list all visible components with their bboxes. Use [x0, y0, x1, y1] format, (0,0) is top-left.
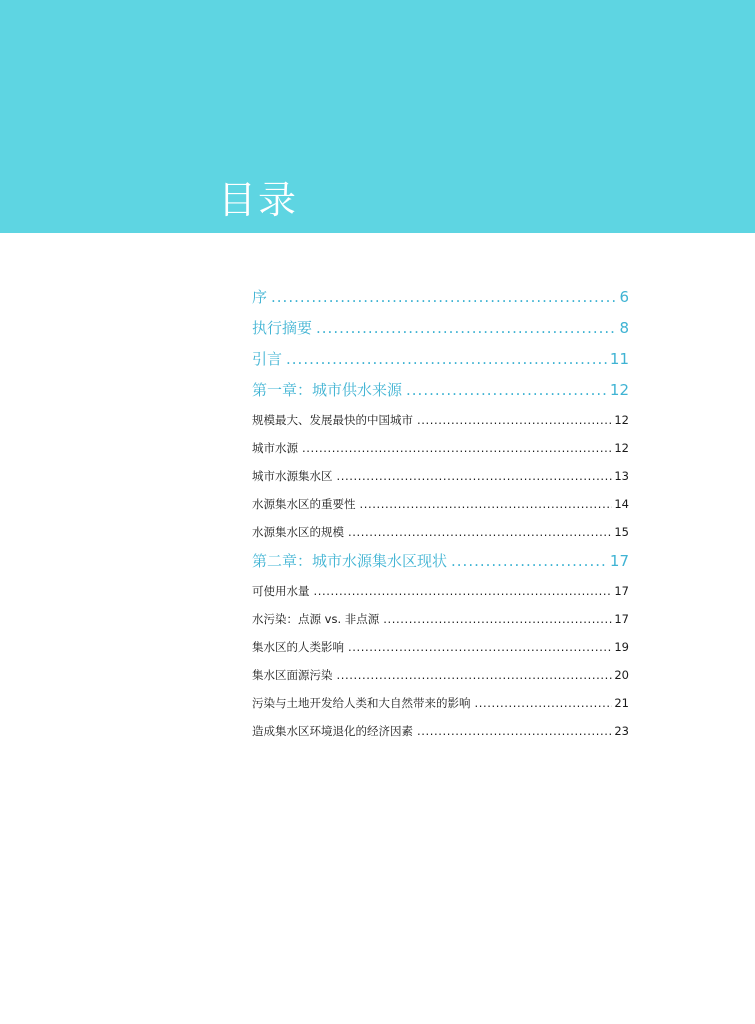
toc-entry-label: 水源集水区的重要性 [252, 497, 356, 511]
toc-entry-label: 第二章：城市水源集水区现状 [252, 552, 448, 570]
toc-dot-leader [348, 518, 612, 546]
toc-entry-label: 可使用水量 [252, 584, 310, 598]
toc-dot-leader [348, 633, 612, 661]
toc-entry-section[interactable] [252, 717, 629, 745]
toc-entry-label: 污染与土地开发给人类和大自然带来的影响 [252, 696, 471, 710]
toc-entry-label: 序 [252, 288, 268, 306]
toc-entry-page: 19 [614, 640, 629, 654]
toc-entry-section[interactable] [252, 577, 629, 605]
toc-entry-page: 17 [609, 552, 629, 570]
toc-entry-label: 造成集水区环境退化的经济因素 [252, 724, 413, 738]
header-band [0, 0, 755, 233]
toc-dot-leader [475, 689, 613, 717]
toc-entry-section[interactable] [252, 518, 629, 546]
toc-dot-leader [314, 577, 613, 605]
toc-entry-label: 城市水源集水区 [252, 469, 333, 483]
toc-entry-section[interactable] [252, 490, 629, 518]
toc-dot-leader [383, 605, 612, 633]
toc-entry-label: 城市水源 [252, 441, 298, 455]
toc-dot-leader [337, 661, 613, 689]
toc-entry-page: 6 [619, 288, 629, 306]
toc-entry-page: 20 [614, 668, 629, 682]
toc-entry-page: 23 [614, 724, 629, 738]
toc-entry-label: 水污染：点源 vs. 非点源 [252, 612, 380, 626]
toc-dot-leader [360, 490, 613, 518]
toc-entry-label: 集水区的人类影响 [252, 640, 344, 654]
toc-entry-page: 12 [609, 381, 629, 399]
toc-entry-section[interactable] [252, 462, 629, 490]
toc-entry-section[interactable] [252, 605, 629, 633]
toc-entry-executive-summary[interactable] [252, 313, 629, 344]
page-title: 目录 [218, 178, 299, 222]
toc-entry-label: 水源集水区的规模 [252, 525, 344, 539]
toc-dot-leader [417, 717, 612, 745]
toc-entry-section[interactable] [252, 434, 629, 462]
toc-entry-section[interactable] [252, 633, 629, 661]
toc-dot-leader [316, 313, 617, 344]
toc-entry-page: 15 [614, 525, 629, 539]
toc-entry-label: 规模最大、发展最快的中国城市 [252, 413, 413, 427]
toc-entry-page: 17 [614, 612, 629, 626]
toc-entry-page: 21 [614, 696, 629, 710]
toc-entry-chapter-2[interactable] [252, 546, 629, 577]
toc-dot-leader [286, 344, 608, 375]
table-of-contents [252, 282, 629, 745]
toc-dot-leader [302, 434, 612, 462]
toc-entry-preface[interactable] [252, 282, 629, 313]
toc-dot-leader [337, 462, 613, 490]
toc-entry-section[interactable] [252, 406, 629, 434]
toc-dot-leader [417, 406, 612, 434]
toc-entry-page: 14 [614, 497, 629, 511]
toc-dot-leader [406, 375, 608, 406]
toc-entry-label: 集水区面源污染 [252, 668, 333, 682]
toc-entry-label: 引言 [252, 350, 283, 368]
toc-dot-leader [271, 282, 617, 313]
toc-entry-introduction[interactable] [252, 344, 629, 375]
toc-entry-page: 12 [614, 413, 629, 427]
toc-entry-page: 17 [614, 584, 629, 598]
toc-entry-page: 12 [614, 441, 629, 455]
toc-entry-page: 11 [609, 350, 629, 368]
toc-entry-label: 执行摘要 [252, 319, 313, 337]
toc-dot-leader [451, 546, 608, 577]
toc-entry-chapter-1[interactable] [252, 375, 629, 406]
toc-entry-section[interactable] [252, 661, 629, 689]
toc-entry-label: 第一章：城市供水来源 [252, 381, 403, 399]
toc-entry-page: 13 [614, 469, 629, 483]
toc-entry-section[interactable] [252, 689, 629, 717]
toc-entry-page: 8 [619, 319, 629, 337]
